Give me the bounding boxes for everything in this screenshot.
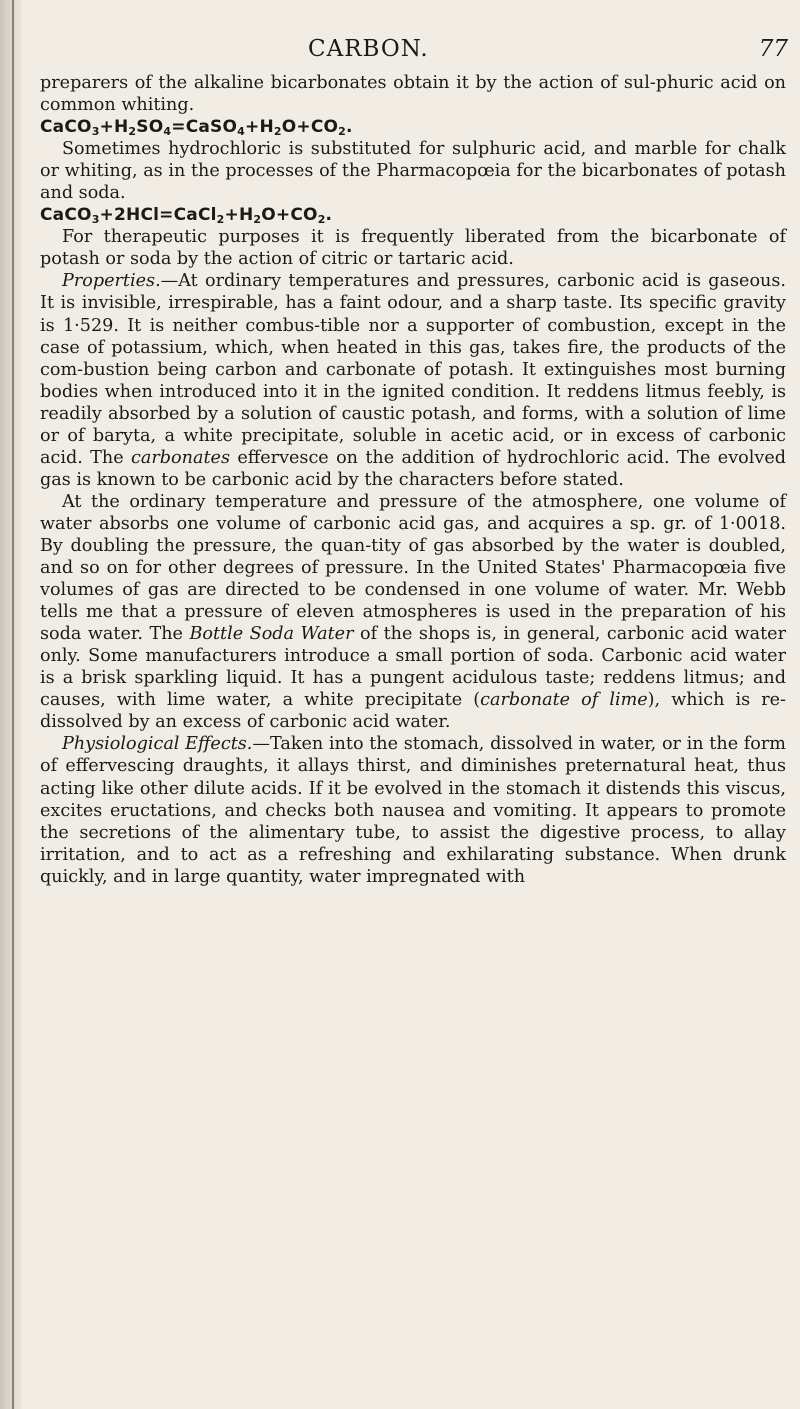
binding-edge: [12, 0, 14, 1409]
paragraph-whiting: preparers of the alkaline bicarbonates obtain it by the action of sul-phuric acid on common whiting.: [40, 73, 786, 116]
section-label-physiological: Physiological Effects.: [62, 734, 253, 755]
page-header: [40, 36, 800, 76]
paragraph-properties: Properties.—At ordinary temperatures and pressures, carbonic acid is gaseous. It is invisible, irrespirable, has a faint odour, and a sharp taste. Its specific gravity is 1·529. It is neither combus-tible nor a supporter of combustion, except in the case of potassium, which, when heated in this gas, takes fire, the products of the com-bustion being carbon and carbonate of potash. It extinguishes most burning bodies when introduced into it in the ignited condition. It reddens litmus feebly, is readily absorbed by a solution of caustic potash, and forms, with a solution of lime or of baryta, a white precipitate, soluble in acetic acid, or in excess of carbonic acid. The carbonates effervesce on the addition of hydrochloric acid. The evolved gas is known to be carbonic acid by the characters before stated.: [40, 271, 786, 490]
page-number: 77: [758, 36, 788, 62]
equation-hydrochloric: $CaCO_3+2HCl=CaCl_2+H_2O+CO_2$.: [40, 205, 333, 227]
equation-sulphuric: $CaCO_3+H_2SO_4=CaSO_4+H_2O+CO_2$.: [40, 117, 353, 139]
book-spine-shadow: [0, 0, 22, 1409]
paragraph-hydrochloric: Sometimes hydrochloric is substituted for sulphuric acid, and marble for chalk or whiting, as in the processes of the Pharmacopœia for the bicarbonates of potash and soda.: [40, 139, 786, 204]
paragraph-solubility: At the ordinary temperature and pressure of the atmosphere, one volume of water absorbs one volume of carbonic acid gas, and acquires a sp. gr. of 1·0018. By doubling the pressure, the quan-tity of gas absorbed by the water is doubled, and so on for other degrees of pressure. In the United States' Pharmacopœia five volumes of gas are directed to be condensed in one volume of water. Mr. Webb tells me that a pressure of eleven atmospheres is used in the preparation of his soda water. The Bottle Soda Water of the shops is, in general, carbonic acid water only. Some manufacturers introduce a small portion of soda. Carbonic acid water is a brisk sparkling liquid. It has a pungent acidulous taste; reddens litmus; and causes, with lime water, a white precipitate (carbonate of lime), which is re-dissolved by an excess of carbonic acid water.: [40, 491, 786, 733]
running-head: CARBON.: [308, 36, 429, 62]
section-label-properties: Properties.: [62, 271, 161, 292]
page-body: [40, 72, 786, 888]
paragraph-physiological-effects: Physiological Effects.—Taken into the stomach, dissolved in water, or in the form of effervescing draughts, it allays thirst, and diminishes preternatural heat, thus acting like other dilute acids. If it be evolved in the stomach it distends this viscus, excites eructations, and checks both nausea and vomiting. It appears to promote the secretions of the alimentary tube, to assist the digestive process, to allay irritation, and to act as a refreshing and exhilarating substance. When drunk quickly, and in large quantity, water impregnated with: [40, 734, 786, 887]
paragraph-therapeutic: For therapeutic purposes it is frequently liberated from the bicarbonate of potash or soda by the action of citric or tartaric acid.: [40, 227, 786, 270]
